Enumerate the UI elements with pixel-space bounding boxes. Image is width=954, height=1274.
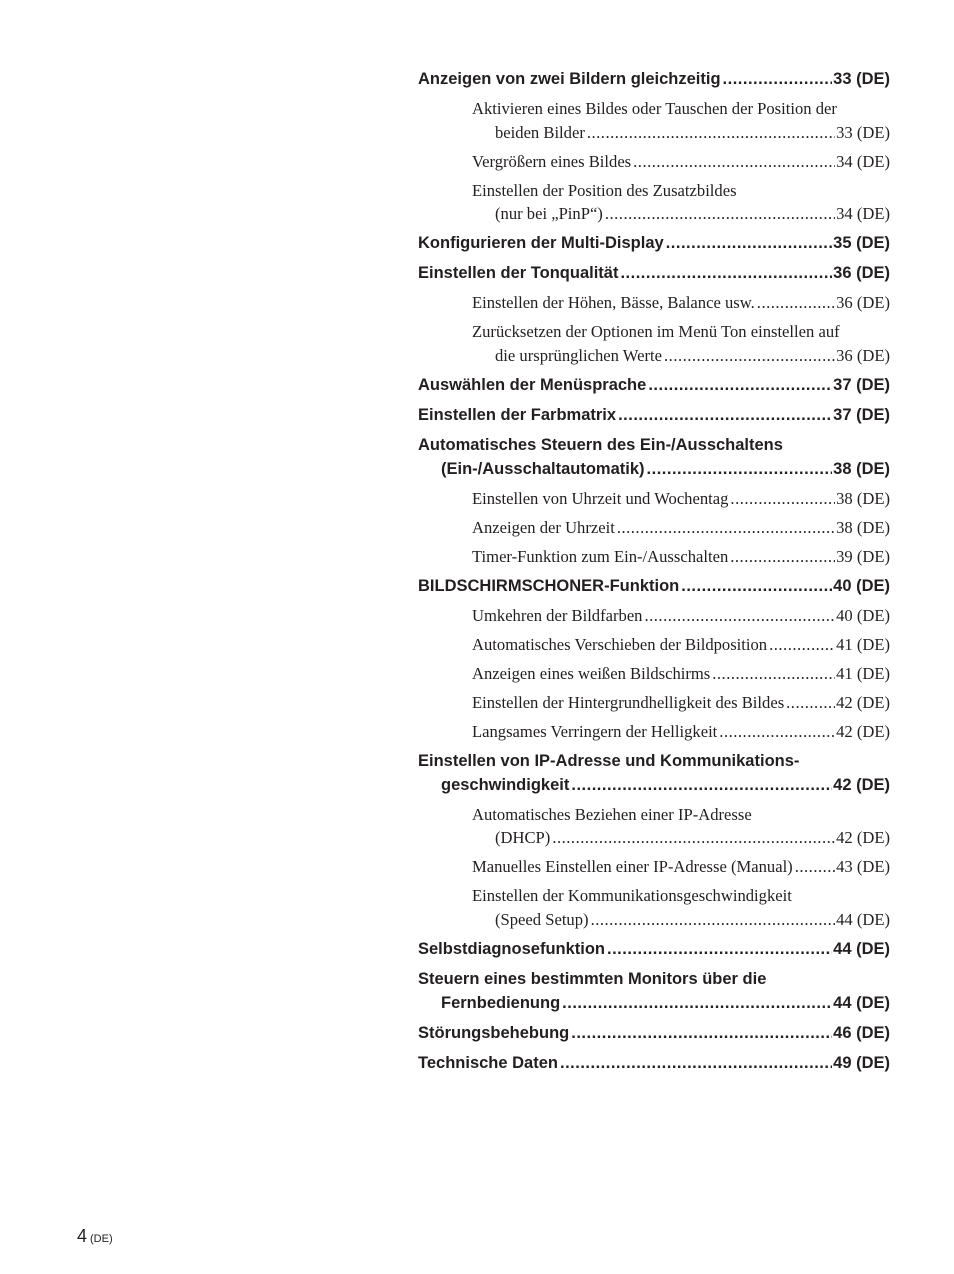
toc-subsection-entry <box>472 691 890 715</box>
toc-leader-dots <box>786 691 835 715</box>
toc-subsection-entry <box>472 516 890 540</box>
toc-page-reference: 44 (DE) <box>833 939 890 958</box>
toc-page-reference: 40 (DE) <box>836 605 890 625</box>
toc-section-entry <box>418 67 890 91</box>
toc-page-reference: 37 (DE) <box>833 405 890 424</box>
toc-entry-line <box>472 826 890 850</box>
toc-subsection-entry <box>472 855 890 879</box>
toc-leader-dots <box>587 121 835 145</box>
toc-leader-dots <box>664 344 835 368</box>
toc-entry-title: Aktivieren eines Bildes oder Tauschen der Position der <box>472 99 837 118</box>
toc-entry-line <box>472 291 890 315</box>
toc-entry-title: Umkehren der Bildfarben <box>472 605 643 625</box>
toc-entry-line <box>418 1051 890 1075</box>
toc-page-reference: 38 (DE) <box>836 517 890 537</box>
toc-leader-dots <box>712 662 835 686</box>
toc-entry-line <box>418 967 890 991</box>
toc-page-reference: 35 (DE) <box>833 234 890 252</box>
toc-entry-line <box>472 320 890 344</box>
toc-entry-line <box>472 720 890 744</box>
toc-page-reference: 38 (DE) <box>833 459 890 478</box>
toc-page-reference: 36 (DE) <box>836 345 890 365</box>
toc-entry-line <box>418 433 890 457</box>
toc-entry-line <box>472 121 890 145</box>
toc-entry-title: geschwindigkeit <box>441 775 570 794</box>
toc-subsection-entry <box>472 633 890 657</box>
toc-entry-title: Einstellen der Höhen, Bässe, Balance usw. <box>472 293 755 312</box>
toc-section-entry <box>418 967 890 1015</box>
toc-entry-line <box>472 855 890 879</box>
toc-page-reference: 42 (DE) <box>836 828 890 847</box>
toc-entry-line <box>472 803 890 827</box>
toc-leader-dots <box>620 261 832 285</box>
toc-entry-line <box>472 97 890 121</box>
toc-page-reference: 34 (DE) <box>836 151 890 171</box>
toc-entry-title: Einstellen der Farbmatrix <box>418 405 617 424</box>
toc-page-reference: 41 (DE) <box>836 634 890 654</box>
toc-leader-dots <box>648 373 832 397</box>
toc-entry-line <box>418 991 890 1015</box>
toc-leader-dots <box>757 291 835 315</box>
toc-page-reference: 39 (DE) <box>836 546 890 566</box>
toc-subsection-entry <box>472 150 890 174</box>
toc-entry-title: BILDSCHIRMSCHONER-Funktion <box>418 576 680 595</box>
toc-entry-line <box>418 373 890 397</box>
toc-entry-title: Vergrößern eines Bildes <box>472 151 632 171</box>
toc-subsection-entry <box>472 179 890 226</box>
toc-section-entry <box>418 433 890 481</box>
toc-entry-title: Einstellen der Tonqualität <box>418 264 619 282</box>
toc-entry-title: (DHCP) <box>495 828 551 847</box>
toc-section-entry <box>418 373 890 397</box>
toc-entry-title: Automatisches Verschieben der Bildposition <box>472 634 768 654</box>
toc-entry-title: Einstellen von Uhrzeit und Wochentag <box>472 488 729 508</box>
toc-leader-dots <box>562 991 832 1015</box>
toc-subsection-entry <box>472 884 890 931</box>
toc-entry-line <box>472 150 890 174</box>
toc-subsection-entry <box>472 291 890 315</box>
toc-page-reference: 36 (DE) <box>836 293 890 312</box>
toc-entry-title: Automatisches Steuern des Ein-/Ausschaltens <box>418 435 783 454</box>
toc-entry-line <box>418 261 890 285</box>
toc-leader-dots <box>571 773 832 797</box>
toc-page-reference: 49 (DE) <box>833 1053 890 1072</box>
toc-leader-dots <box>552 826 835 850</box>
toc-entry-title: Auswählen der Menüsprache <box>418 375 647 394</box>
toc-page-reference: 42 (DE) <box>836 692 890 712</box>
toc-entry-line <box>472 884 890 908</box>
toc-entry-line <box>472 604 890 628</box>
toc-section-entry <box>418 231 890 255</box>
page-number-value: 4 <box>77 1226 88 1246</box>
toc-entry-line <box>472 633 890 657</box>
toc-leader-dots <box>571 1021 832 1045</box>
toc-leader-dots <box>666 231 832 255</box>
toc-entry-line <box>472 179 890 203</box>
toc-entry-title: Einstellen der Kommunikationsgeschwindigkeit <box>472 886 792 905</box>
toc-entry-line <box>418 773 890 797</box>
toc-entry-line <box>472 202 890 226</box>
toc-entry-title: Einstellen von IP-Adresse und Kommunikations- <box>418 751 800 770</box>
toc-entry-title: Einstellen der Hintergrundhelligkeit des Bildes <box>472 692 785 712</box>
toc-subsection-entry <box>472 97 890 144</box>
toc-leader-dots <box>644 604 835 628</box>
toc-entry-title: beiden Bilder <box>495 122 585 142</box>
toc-entry-title: Anzeigen der Uhrzeit <box>472 517 615 537</box>
toc-entry-line <box>418 67 890 91</box>
toc-entry-title: Automatisches Beziehen einer IP-Adresse <box>472 804 752 824</box>
toc-subsection-entry <box>472 320 890 367</box>
toc-leader-dots <box>605 202 835 226</box>
toc-entry-title: Manuelles Einstellen einer IP-Adresse (Manual) <box>472 857 793 876</box>
toc-entry-line <box>418 574 890 598</box>
toc-leader-dots <box>719 720 835 744</box>
toc-entry-line <box>418 457 890 481</box>
toc-entry-line <box>472 908 890 932</box>
page-number <box>77 1226 113 1247</box>
toc-subsection-entry <box>472 803 890 850</box>
toc-entry-line <box>472 516 890 540</box>
toc-section-entry <box>418 403 890 427</box>
toc-entry-line <box>418 403 890 427</box>
toc-leader-dots <box>795 855 835 879</box>
toc-page-reference: 33 (DE) <box>833 70 890 88</box>
toc-entry-line <box>418 749 890 773</box>
toc-entry-title: (Speed Setup) <box>495 909 589 929</box>
toc-leader-dots <box>730 487 835 511</box>
toc-page-reference: 40 (DE) <box>833 576 890 595</box>
toc-page-reference: 34 (DE) <box>836 204 890 223</box>
toc-entry-title: Störungsbehebung <box>418 1023 570 1042</box>
toc-page-reference: 42 (DE) <box>836 721 890 741</box>
toc-entry-line <box>418 937 890 961</box>
toc-page-reference: 41 (DE) <box>836 663 890 683</box>
toc-section-entry <box>418 261 890 285</box>
toc-subsection-entry <box>472 604 890 628</box>
toc-section-entry <box>418 574 890 598</box>
toc-page-reference: 33 (DE) <box>836 122 890 142</box>
toc-entry-line <box>418 231 890 255</box>
toc-entry-title: Langsames Verringern der Helligkeit <box>472 721 718 741</box>
toc-leader-dots <box>633 150 835 174</box>
toc-entry-title: Einstellen der Position des Zusatzbildes <box>472 180 737 200</box>
toc-section-entry <box>418 937 890 961</box>
toc-section-entry <box>418 1021 890 1045</box>
toc-entry-title: Konfigurieren der Multi-Display <box>418 234 664 252</box>
toc-leader-dots <box>617 516 835 540</box>
toc-entry-title: Anzeigen eines weißen Bildschirms <box>472 663 711 683</box>
toc-entry-title: Fernbedienung <box>441 993 561 1012</box>
toc-page-reference: 42 (DE) <box>833 775 890 794</box>
toc-leader-dots <box>607 937 832 961</box>
toc-leader-dots <box>560 1051 832 1075</box>
toc-entry-title: (nur bei „PinP“) <box>495 204 603 223</box>
toc-entry-line <box>472 545 890 569</box>
toc-entry-line <box>472 344 890 368</box>
toc-section-entry <box>418 749 890 797</box>
toc-page-reference: 38 (DE) <box>836 488 890 508</box>
toc-leader-dots <box>618 403 832 427</box>
toc-leader-dots <box>769 633 835 657</box>
toc-leader-dots <box>647 457 833 481</box>
toc-subsection-entry <box>472 720 890 744</box>
toc-page-reference: 43 (DE) <box>836 857 890 876</box>
toc-entry-line <box>418 1021 890 1045</box>
toc-entry-title: (Ein-/Ausschaltautomatik) <box>441 459 645 478</box>
toc-page-reference: 44 (DE) <box>833 993 890 1012</box>
toc-entry-line <box>472 487 890 511</box>
toc-entry-title: Technische Daten <box>418 1053 558 1072</box>
page-number-suffix: (DE) <box>90 1233 113 1245</box>
toc-entry-title: die ursprünglichen Werte <box>495 345 663 365</box>
toc-leader-dots <box>730 545 835 569</box>
toc-leader-dots <box>591 908 836 932</box>
toc-subsection-entry <box>472 662 890 686</box>
toc-entry-title: Selbstdiagnosefunktion <box>418 939 606 958</box>
toc-leader-dots <box>681 574 832 598</box>
toc-page-reference: 37 (DE) <box>833 375 890 394</box>
toc-leader-dots <box>723 67 833 91</box>
toc-entry-title: Anzeigen von zwei Bildern gleichzeitig <box>418 70 721 88</box>
table-of-contents <box>418 67 890 1081</box>
toc-page-reference: 44 (DE) <box>836 909 890 929</box>
toc-entry-line <box>472 662 890 686</box>
toc-subsection-entry <box>472 545 890 569</box>
toc-entry-line <box>472 691 890 715</box>
toc-subsection-entry <box>472 487 890 511</box>
toc-page-reference: 46 (DE) <box>833 1023 890 1042</box>
toc-page-reference: 36 (DE) <box>833 264 890 282</box>
toc-section-entry <box>418 1051 890 1075</box>
toc-entry-title: Zurücksetzen der Optionen im Menü Ton einstellen auf <box>472 322 840 341</box>
toc-entry-title: Timer-Funktion zum Ein-/Ausschalten <box>472 546 729 566</box>
toc-entry-title: Steuern eines bestimmten Monitors über die <box>418 969 767 988</box>
